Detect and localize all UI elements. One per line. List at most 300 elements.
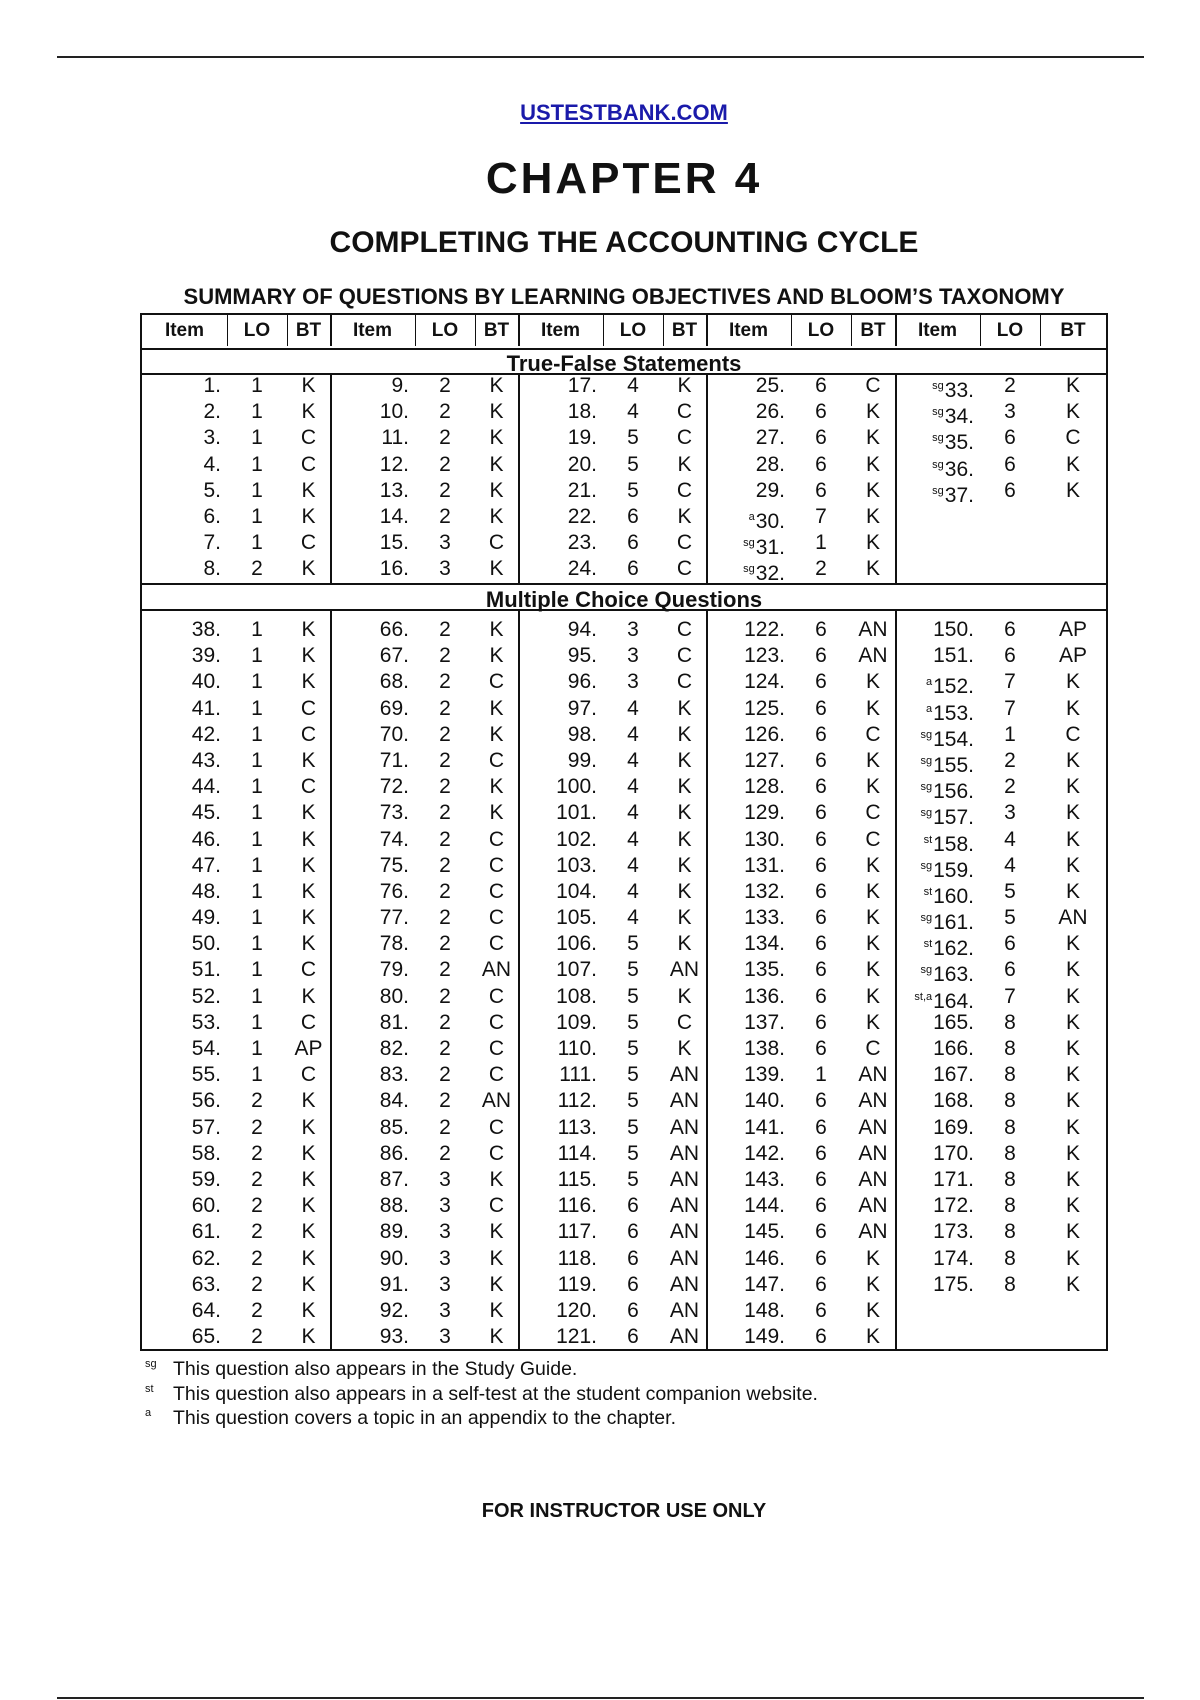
table-row — [706, 879, 895, 905]
item-number: 55. — [191, 1063, 221, 1087]
column-header: BT — [1060, 320, 1086, 341]
blooms-level: K — [1065, 1220, 1080, 1244]
table-row — [330, 1088, 518, 1114]
instructor-note: FOR INSTRUCTOR USE ONLY — [481, 1500, 767, 1522]
item-number: 63. — [191, 1272, 221, 1296]
blooms-level: K — [865, 1298, 880, 1322]
learning-objective: 6 — [815, 426, 827, 450]
table-row — [518, 478, 706, 504]
table-row — [518, 853, 706, 879]
item-number: 98. — [567, 722, 597, 746]
learning-objective: 1 — [251, 696, 263, 720]
learning-objective: 4 — [627, 853, 639, 877]
learning-objective: 6 — [815, 827, 827, 851]
table-row — [330, 827, 518, 853]
learning-objective: 2 — [439, 906, 451, 930]
item-number: 141. — [744, 1115, 785, 1139]
table-row — [518, 1324, 706, 1350]
table-row — [142, 722, 330, 748]
learning-objective: 5 — [627, 478, 639, 502]
blooms-level: K — [865, 932, 880, 956]
item-number: 126. — [744, 722, 785, 746]
blooms-level: AN — [669, 958, 700, 982]
learning-objective: 8 — [1004, 1246, 1016, 1270]
footnote-mark: sg — [145, 1358, 157, 1370]
learning-objective: 6 — [1004, 644, 1016, 668]
blooms-level: AP — [294, 1037, 323, 1060]
learning-objective: 2 — [439, 400, 451, 424]
table-row — [142, 1141, 330, 1167]
item-column-group — [330, 373, 518, 583]
blooms-level: C — [488, 1063, 505, 1087]
item-number: 170. — [933, 1141, 974, 1165]
learning-objective: 1 — [1004, 722, 1016, 746]
blooms-level: K — [301, 504, 316, 528]
learning-objective: 2 — [439, 879, 451, 903]
learning-objective: 6 — [815, 374, 827, 397]
item-number: 134. — [744, 932, 785, 956]
section-title: True-False Statements — [506, 351, 742, 376]
blooms-level: K — [489, 801, 504, 825]
table-row — [330, 748, 518, 774]
item-number: $^{sg}$34. — [932, 405, 974, 429]
blooms-level: C — [865, 827, 881, 851]
item-number: $^{sg}$159. — [920, 858, 974, 882]
item-number: 125. — [744, 696, 785, 720]
learning-objective: 3 — [439, 1246, 451, 1270]
learning-objective: 6 — [815, 1010, 827, 1034]
blooms-level: K — [489, 1325, 504, 1349]
table-row — [706, 905, 895, 931]
blooms-level: K — [489, 618, 504, 641]
learning-objective: 6 — [815, 1298, 827, 1322]
blooms-level: K — [301, 1194, 316, 1218]
blooms-level: K — [865, 504, 880, 528]
blooms-level: K — [865, 1272, 880, 1296]
learning-objective: 4 — [1004, 853, 1016, 877]
learning-objective: 1 — [251, 958, 263, 982]
blooms-level: AP — [1058, 618, 1087, 641]
item-number: 20. — [567, 452, 597, 476]
learning-objective: 6 — [815, 618, 827, 641]
blooms-level: AN — [858, 1194, 888, 1218]
table-row — [706, 617, 895, 643]
blooms-level: C — [1065, 426, 1081, 450]
table-row — [518, 1298, 706, 1324]
item-number: 57. — [191, 1115, 221, 1139]
item-number: 131. — [744, 853, 785, 877]
table-row — [330, 1193, 518, 1219]
table-row — [518, 1010, 706, 1036]
blooms-level: K — [301, 1220, 316, 1244]
learning-objective: 1 — [251, 984, 263, 1008]
blooms-level: K — [489, 400, 504, 424]
blooms-level: K — [1065, 1037, 1080, 1060]
item-number: $^{st}$158. — [923, 832, 974, 856]
item-number: 40. — [191, 670, 221, 694]
blooms-level: K — [489, 557, 504, 581]
blooms-level: C — [300, 426, 317, 450]
learning-objective: 2 — [439, 644, 451, 668]
table-row — [895, 669, 1106, 699]
learning-objective: 8 — [1004, 1089, 1016, 1113]
blooms-level: K — [301, 1141, 316, 1165]
table-row — [330, 853, 518, 879]
chapter-title: CHAPTER 4 — [485, 154, 763, 203]
learning-objective: 1 — [251, 644, 263, 668]
item-column-group — [706, 617, 895, 1350]
blooms-level: K — [1065, 775, 1080, 799]
learning-objective: 6 — [815, 670, 827, 694]
item-number: $^{sg}$157. — [920, 806, 974, 830]
blooms-level: K — [1065, 400, 1080, 424]
source-mark: st,a — [914, 990, 933, 1003]
learning-objective: 2 — [439, 932, 451, 956]
blooms-level: K — [1065, 853, 1080, 877]
column-header: BT — [483, 320, 510, 341]
table-row — [330, 504, 518, 530]
item-number: 39. — [191, 644, 221, 668]
table-row — [142, 1088, 330, 1114]
item-number: 148. — [744, 1298, 785, 1322]
item-number: 89. — [379, 1220, 409, 1244]
blooms-level: K — [489, 1220, 504, 1244]
table-row — [706, 984, 895, 1010]
column-header: Item — [728, 320, 769, 341]
learning-objective: 8 — [1004, 1141, 1016, 1165]
blooms-level: K — [1065, 1115, 1080, 1139]
column-divider — [415, 315, 416, 346]
column-header: BT — [860, 320, 886, 341]
item-number: 120. — [556, 1298, 597, 1322]
chapter-subtitle: COMPLETING THE ACCOUNTING CYCLE — [329, 226, 919, 259]
item-number: 118. — [557, 1246, 597, 1270]
learning-objective: 6 — [815, 932, 827, 956]
table-row — [895, 774, 1106, 804]
item-number: 16. — [379, 557, 409, 581]
item-number: 102. — [556, 827, 597, 851]
table-row — [330, 984, 518, 1010]
table-row — [330, 373, 518, 399]
table-row — [706, 1062, 895, 1088]
learning-objective: 3 — [439, 1194, 451, 1218]
item-column-group — [895, 617, 1106, 1298]
item-number: 56. — [191, 1089, 221, 1113]
learning-objective: 2 — [251, 1298, 263, 1322]
table-row — [330, 1167, 518, 1193]
item-column-group — [142, 373, 330, 583]
item-number: 114. — [557, 1141, 597, 1165]
item-number: 150. — [933, 618, 974, 641]
table-row — [142, 879, 330, 905]
blooms-level: C — [676, 1010, 693, 1034]
table-row — [330, 617, 518, 643]
source-mark: sg — [920, 859, 933, 872]
blooms-level: K — [677, 1037, 692, 1060]
item-number: 61. — [191, 1220, 221, 1244]
table-row — [895, 827, 1106, 856]
table-row — [142, 1010, 330, 1036]
column-divider — [663, 315, 664, 346]
item-number: $^a$152. — [926, 675, 974, 699]
blooms-level: K — [865, 748, 880, 772]
table-row — [330, 800, 518, 826]
learning-objective: 2 — [439, 478, 451, 502]
item-number: 23. — [567, 531, 597, 555]
learning-objective: 6 — [815, 1115, 827, 1139]
blooms-level: C — [300, 722, 317, 746]
blooms-level: K — [865, 426, 880, 450]
blooms-level: K — [865, 400, 880, 424]
item-number: 77. — [379, 906, 409, 930]
column-header: Item — [352, 320, 393, 341]
learning-objective: 2 — [251, 1089, 263, 1113]
table-row — [142, 399, 330, 425]
learning-objective: 6 — [1004, 932, 1016, 956]
learning-objective: 6 — [627, 531, 639, 555]
blooms-level: AN — [669, 1063, 700, 1087]
table-row — [330, 1062, 518, 1088]
blooms-level: K — [865, 696, 880, 720]
source-mark: sg — [932, 458, 944, 471]
source-mark: st — [923, 885, 933, 898]
table-row — [895, 1010, 1106, 1036]
table-row — [895, 1167, 1106, 1193]
item-number: 127. — [744, 748, 785, 772]
learning-objective: 4 — [627, 775, 639, 799]
blooms-level: C — [488, 932, 505, 956]
blooms-level: C — [676, 618, 693, 641]
blooms-level: K — [1065, 801, 1080, 825]
item-number: 137. — [744, 1010, 785, 1034]
learning-objective: 4 — [627, 374, 639, 397]
blooms-level: AP — [1058, 644, 1087, 668]
blooms-level: C — [300, 1010, 317, 1034]
item-number: $^a$153. — [926, 701, 974, 725]
table-row — [330, 722, 518, 748]
learning-objective: 8 — [1004, 1167, 1016, 1191]
blooms-level: AN — [669, 1167, 700, 1191]
blooms-level: K — [677, 853, 692, 877]
learning-objective: 1 — [251, 748, 263, 772]
item-number: 27. — [755, 426, 785, 450]
item-number: 53. — [191, 1010, 221, 1034]
blooms-level: AN — [669, 1246, 700, 1270]
learning-objective: 2 — [439, 452, 451, 476]
blooms-level: K — [1065, 984, 1080, 1008]
source-mark: a — [926, 702, 933, 715]
learning-objective: 2 — [439, 1115, 451, 1139]
item-number: 47. — [191, 853, 221, 877]
learning-objective: 2 — [251, 1194, 263, 1218]
table-row — [706, 827, 895, 853]
item-number: 87. — [379, 1167, 409, 1191]
item-number: $^{sg}$36. — [932, 457, 974, 481]
blooms-level: K — [301, 932, 316, 956]
table-row — [895, 905, 1106, 935]
item-number: 7. — [203, 531, 221, 555]
footnote-mark: a — [145, 1407, 152, 1419]
table-row — [142, 957, 330, 983]
learning-objective: 2 — [439, 958, 451, 982]
blooms-level: C — [488, 1194, 505, 1218]
table-row — [518, 774, 706, 800]
column-header: Item — [164, 320, 205, 341]
table-row — [518, 399, 706, 425]
table-row — [518, 722, 706, 748]
item-number: 138. — [744, 1037, 785, 1060]
table-row — [895, 696, 1106, 725]
learning-objective: 3 — [627, 618, 639, 641]
blooms-level: K — [489, 426, 504, 450]
item-number: 139. — [744, 1063, 785, 1087]
footnote-sg — [145, 1358, 577, 1381]
blooms-level: K — [1065, 478, 1080, 502]
item-number: 67. — [379, 644, 409, 668]
blooms-level: C — [488, 853, 505, 877]
learning-objective: 2 — [439, 696, 451, 720]
learning-objective: 8 — [1004, 1272, 1016, 1296]
item-number: 43. — [191, 748, 221, 772]
learning-objective: 6 — [815, 853, 827, 877]
learning-objective: 1 — [251, 504, 263, 528]
learning-objective: 2 — [1004, 374, 1016, 397]
learning-objective: 3 — [439, 557, 451, 581]
table-row — [142, 452, 330, 478]
table-row — [518, 1036, 706, 1062]
blooms-level: C — [676, 478, 693, 502]
blooms-level: C — [300, 1063, 317, 1087]
table-row — [518, 617, 706, 643]
learning-objective: 2 — [439, 1037, 451, 1060]
learning-objective: 6 — [627, 1325, 639, 1349]
item-number: 165. — [933, 1010, 974, 1034]
site-link[interactable]: USTESTBANK.COM — [520, 100, 728, 125]
item-number: 41. — [191, 696, 221, 720]
blooms-level: K — [1065, 1194, 1080, 1218]
table-row — [518, 1141, 706, 1167]
blooms-level: C — [676, 531, 693, 555]
footnote-st — [145, 1383, 818, 1406]
item-number: 62. — [191, 1246, 221, 1270]
blooms-level: AN — [481, 958, 512, 982]
learning-objective: 1 — [251, 1037, 263, 1060]
table-row — [706, 478, 895, 504]
item-number: 136. — [744, 984, 785, 1008]
item-number: 25. — [755, 374, 785, 397]
learning-objective: 3 — [439, 1167, 451, 1191]
learning-objective: 1 — [251, 374, 263, 397]
item-number: 52. — [191, 984, 221, 1008]
footnote-a — [145, 1407, 676, 1430]
table-row — [706, 931, 895, 957]
learning-objective: 5 — [627, 1167, 639, 1191]
blooms-level: K — [677, 452, 692, 476]
table-row — [142, 984, 330, 1010]
learning-objective: 3 — [439, 1325, 451, 1349]
learning-objective: 2 — [1004, 775, 1016, 799]
table-row — [330, 643, 518, 669]
table-row — [518, 504, 706, 530]
learning-objective: 5 — [627, 1037, 639, 1060]
table-row — [518, 931, 706, 957]
learning-objective: 2 — [251, 1141, 263, 1165]
table-row — [895, 879, 1106, 908]
column-header: Item — [917, 320, 958, 341]
table-row — [330, 696, 518, 722]
learning-objective: 2 — [439, 1141, 451, 1165]
item-number: 44. — [191, 775, 221, 799]
blooms-level: K — [301, 1167, 316, 1191]
table-row — [142, 748, 330, 774]
item-number: 1. — [203, 374, 221, 397]
item-number: 112. — [557, 1089, 597, 1113]
source-mark: sg — [932, 406, 944, 419]
table-row — [706, 1115, 895, 1141]
learning-objective: 4 — [627, 696, 639, 720]
learning-objective: 7 — [815, 504, 827, 528]
blooms-level: K — [677, 984, 692, 1008]
table-row — [142, 617, 330, 643]
table-row — [330, 399, 518, 425]
table-row — [142, 425, 330, 451]
blooms-level: C — [676, 426, 693, 450]
learning-objective: 6 — [815, 1167, 827, 1191]
learning-objective: 5 — [1004, 906, 1016, 930]
table-row — [330, 931, 518, 957]
item-number: 143. — [744, 1167, 785, 1191]
item-number: $^{sg}$155. — [920, 753, 974, 777]
blooms-level: C — [488, 1141, 505, 1165]
learning-objective: 8 — [1004, 1194, 1016, 1218]
table-row — [142, 1298, 330, 1324]
table-row — [706, 373, 895, 399]
blooms-level: K — [865, 670, 880, 694]
item-number: 100. — [556, 775, 597, 799]
learning-objective: 4 — [627, 801, 639, 825]
learning-objective: 6 — [815, 696, 827, 720]
item-number: 10. — [379, 400, 409, 424]
learning-objective: 2 — [439, 775, 451, 799]
table-row — [330, 879, 518, 905]
table-row — [142, 504, 330, 530]
item-number: 175. — [933, 1272, 974, 1296]
blooms-level: C — [300, 696, 317, 720]
learning-objective: 2 — [1004, 748, 1016, 772]
learning-objective: 6 — [815, 478, 827, 502]
item-number: 111. — [559, 1063, 597, 1087]
table-row — [895, 1062, 1106, 1088]
item-number: 171. — [933, 1167, 974, 1191]
learning-objective: 2 — [251, 1246, 263, 1270]
learning-objective: 6 — [815, 1246, 827, 1270]
blooms-level: AN — [669, 1272, 700, 1296]
table-row — [330, 478, 518, 504]
blooms-level: K — [1065, 452, 1080, 476]
table-row — [518, 1062, 706, 1088]
learning-objective: 6 — [815, 958, 827, 982]
blooms-level: K — [1065, 1246, 1080, 1270]
column-header: LO — [807, 320, 835, 341]
table-row — [706, 853, 895, 879]
blooms-level: AN — [858, 1089, 888, 1113]
table-row — [518, 800, 706, 826]
item-number: 80. — [379, 984, 409, 1008]
table-row — [706, 1010, 895, 1036]
item-number: 49. — [191, 906, 221, 930]
learning-objective: 2 — [251, 1325, 263, 1349]
blooms-level: K — [489, 722, 504, 746]
